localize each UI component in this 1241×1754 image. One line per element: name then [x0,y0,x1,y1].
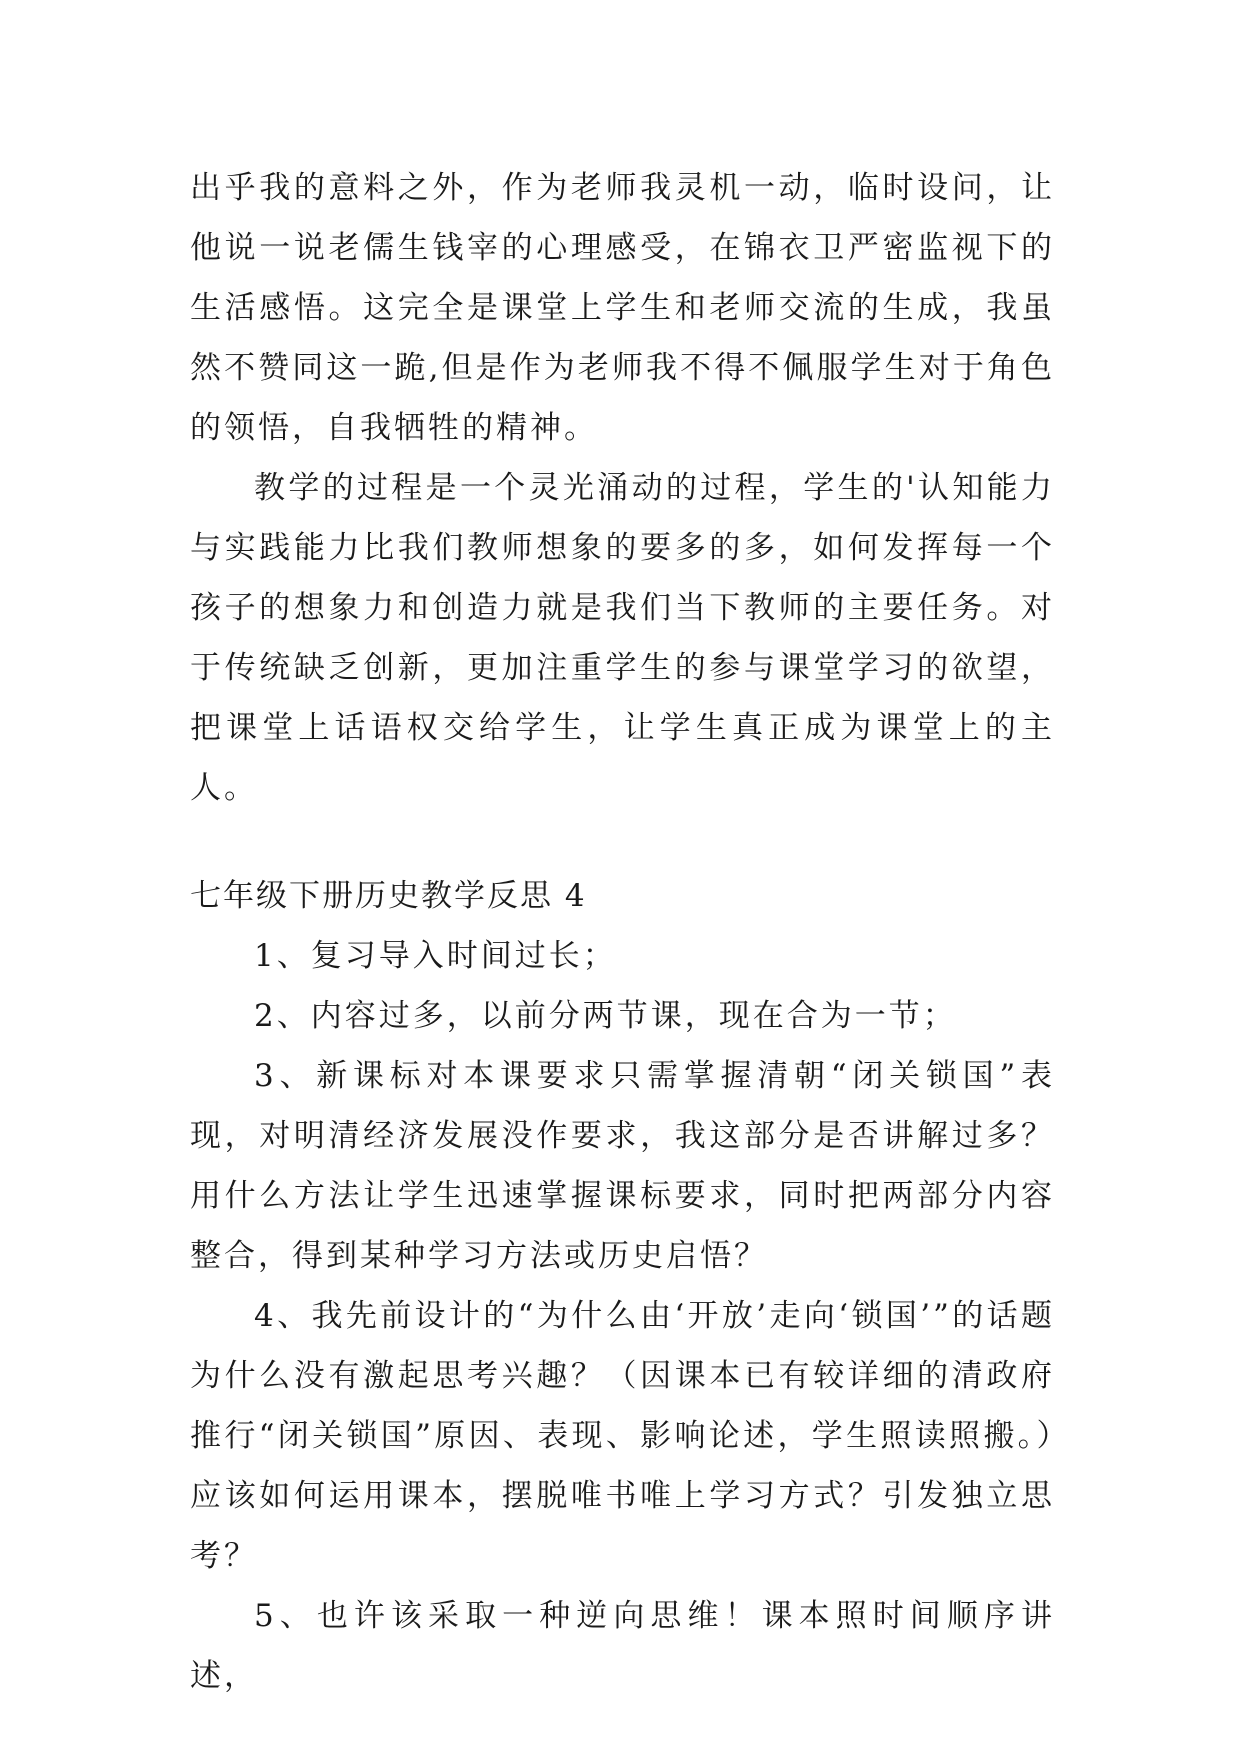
paragraph-teaching-process: 教学的过程是一个灵光涌动的过程，学生的'认知能力与实践能力比我们教师想象的要多的多，如何发挥每一个孩子的想象力和创造力就是我们当下教师的主要任务。对于传统缺乏创新，更加注重学生的参与课堂学习的欲望，把课堂上话语权交给学生，让学生真正成为课堂上的主人。 [190,470,1055,806]
list-item-1: 1、复习导入时间过长； [254,938,617,974]
document-body [190,158,1055,1706]
list-item-3: 3、新课标对本课要求只需掌握清朝“闭关锁国”表现，对明清经济发展没作要求，我这部分是否讲解过多？用什么方法让学生迅速掌握课标要求，同时把两部分内容整合，得到某种学习方法或历史启悟？ [190,1058,1055,1274]
list-item-2: 2、内容过多，以前分两节课，现在合为一节； [254,998,957,1034]
paragraph-continuation: 出乎我的意料之外，作为老师我灵机一动，临时设问，让他说一说老儒生钱宰的心理感受，在锦衣卫严密监视下的生活感悟。这完全是课堂上学生和老师交流的生成，我虽然不赞同这一跪,但是作为老师我不得不佩服学生对于角色的领悟，自我牺牲的精神。 [190,170,1055,446]
section-title: 七年级下册历史教学反思 4 [190,878,587,914]
list-item-5: 5、也许该采取一种逆向思维！课本照时间顺序讲述， [190,1598,1055,1694]
list-item-4: 4、我先前设计的“为什么由‘开放’走向‘锁国’”的话题为什么没有激起思考兴趣？（因课本已有较详细的清政府推行“闭关锁国”原因、表现、影响论述，学生照读照搬。）应该如何运用课本，摆脱唯书唯上学习方式？引发独立思考？ [190,1298,1055,1574]
